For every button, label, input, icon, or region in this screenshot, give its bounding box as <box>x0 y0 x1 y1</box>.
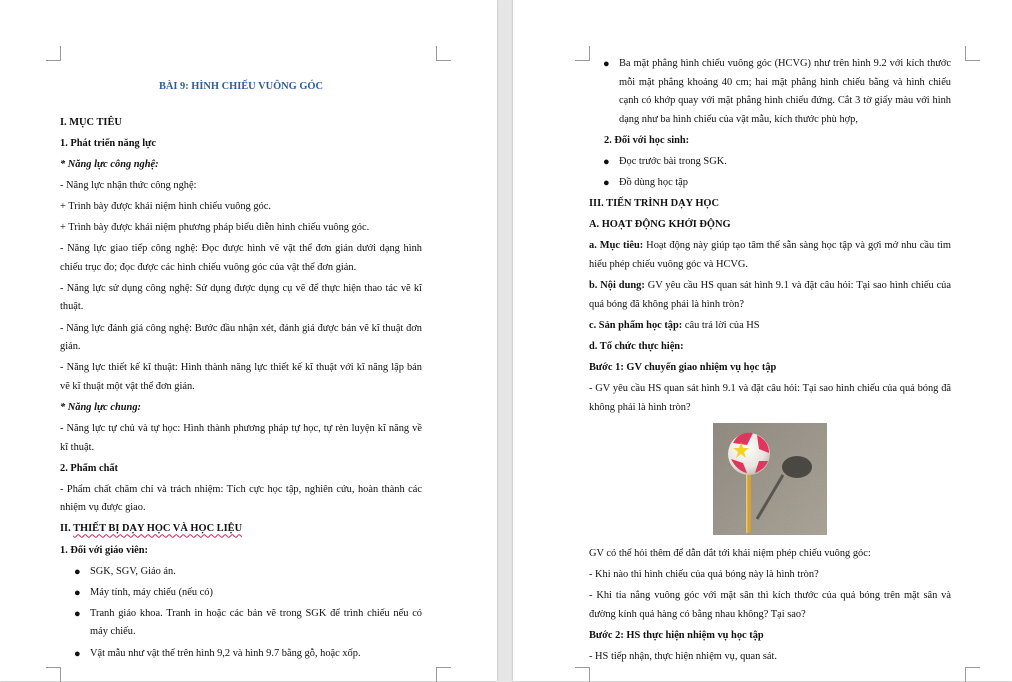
page-right-content[interactable] <box>589 55 951 669</box>
general-competence-label: * Năng lực chung: <box>60 401 141 413</box>
paragraph: - Năng lực thiết kế kĩ thuật: Hình thành năng lực thiết kế kĩ thuật với kĩ năng lập bản vẽ kĩ thuật một vật thể đơn giản. <box>60 362 422 392</box>
paragraph: + Trình bày được khái niệm phương pháp biểu diễn hình chiếu vuông góc. <box>60 222 370 234</box>
section-heading: I. MỤC TIÊU <box>60 116 122 128</box>
section-heading <box>60 520 422 539</box>
bullet-icon: ● <box>74 647 81 660</box>
section-number: II. <box>60 523 74 535</box>
paragraph: - Năng lực nhận thức công nghệ: <box>60 179 197 191</box>
bullet-icon: ● <box>603 58 610 70</box>
paragraph: GV có thể hỏi thêm để dẫn dắt tới khái niệm phép chiếu vuông góc: <box>589 548 871 560</box>
paragraph: - Khi nào thì hình chiếu của quả bóng này là hình tròn? <box>589 569 819 581</box>
list-item: ● Vật mẫu như vật thể trên hình 9,2 và hình 9.7 bằng gỗ, hoặc xốp. <box>60 645 422 664</box>
paragraph: - Năng lực giao tiếp công nghệ: Đọc được hình vẽ vật thể đơn giản dưới dạng hình chiếu trục đo; đọc được các hình chiếu vuông góc của vật thể đơn giản. <box>60 243 422 273</box>
list-item: ● Đồ dùng học tập <box>589 174 951 193</box>
subsection-heading: 1. Đối với giáo viên: <box>60 544 149 556</box>
goal-paragraph: a. Mục tiêu: Hoạt động này giúp tạo tâm thế sẵn sàng học tập và gợi mở nhu cầu tìm hiểu phép chiếu vuông góc và HCVG. <box>589 240 951 270</box>
content-paragraph: b. Nội dung: GV yêu cầu HS quan sát hình 9.1 và đặt câu hỏi: Tại sao hình chiếu của quả bóng đã không phải là hình tròn? <box>589 280 951 310</box>
crop-mark <box>575 667 590 682</box>
product-paragraph: c. Sản phẩm học tập: câu trả lời của HS <box>589 319 760 331</box>
paragraph: - Khi tia nắng vuông góc với mặt sân thì kích thước của quả bóng trên mặt sân và đường kính quả hàng có bằng nhau không? Tại sao? <box>589 590 951 620</box>
spellcheck-underlined-heading: THIẾT BỊ DẠY HỌC VÀ HỌC LIỆU <box>73 523 243 535</box>
crop-mark <box>436 667 451 682</box>
document-page-left <box>0 0 497 681</box>
list-item: ● SGK, SGV, Giáo án. <box>60 563 422 582</box>
list-item: ● Tranh giáo khoa. Tranh in hoặc các bản vẽ trong SGK để trình chiếu nếu có máy chiếu. <box>60 605 422 642</box>
crop-mark <box>46 46 61 61</box>
lesson-title: BÀI 9: HÌNH CHIẾU VUÔNG GÓC <box>158 81 324 92</box>
section-heading: III. TIẾN TRÌNH DẠY HỌC <box>589 198 720 210</box>
ball-on-stick-photo <box>713 423 827 535</box>
paragraph: - HS tiếp nhận, thực hiện nhiệm vụ, quan sát. <box>589 651 778 663</box>
tech-competence-label: * Năng lực công nghệ: <box>60 158 159 170</box>
bullet-icon: ● <box>603 155 610 168</box>
subsection-heading: 2. Đối với học sinh: <box>604 134 690 146</box>
organization-heading: d. Tổ chức thực hiện: <box>589 340 684 352</box>
step-heading: Bước 2: HS thực hiện nhiệm vụ học tập <box>589 630 764 642</box>
page-left-content[interactable] <box>60 78 422 666</box>
paragraph: - GV yêu cầu HS quan sát hình 9.1 và đặt câu hỏi: Tại sao hình chiếu của quả bóng đã không phải là hình tròn? <box>589 383 951 413</box>
subsection-heading: 1. Phát triển năng lực <box>60 137 156 149</box>
list-item: ● Đọc trước bài trong SGK. <box>589 153 951 172</box>
bullet-icon: ● <box>603 177 610 190</box>
bullet-icon: ● <box>74 607 81 620</box>
activity-heading: A. HOẠT ĐỘNG KHỞI ĐỘNG <box>589 219 731 231</box>
list-item: ● Ba mặt phẳng hình chiếu vuông góc (HCVG) như trên hình 9.2 với kích thước mỗi mặt phẳng khoảng 40 cm; hai mặt phẳng hình chiếu bằng và hình chiếu cạnh có khớp quay với mặt phẳng hình chiếu đứng. Cắt 3 tờ giấy màu với hình dạng như ba hình chiếu của vật mẫu, kích thước phù hợp, <box>589 55 951 129</box>
ball-shadow <box>782 456 812 478</box>
crop-mark <box>965 667 980 682</box>
paragraph: - Năng lực sử dụng công nghệ: Sử dụng được dụng cụ vẽ để thực hiện thao tác vẽ kĩ thuật. <box>60 282 422 313</box>
paragraph: - Năng lực tự chủ và tự học: Hình thành phương pháp tự học, tự rèn luyện kĩ năng về kĩ thuật. <box>60 423 422 453</box>
crop-mark <box>575 46 590 61</box>
bullet-icon: ● <box>74 565 81 578</box>
teacher-materials-list <box>60 563 422 663</box>
paragraph: + Trình bày được khái niệm hình chiếu vuông góc. <box>60 200 271 212</box>
crop-mark <box>46 667 61 682</box>
list-item: ● Máy tính, máy chiếu (nếu có) <box>60 584 422 603</box>
student-materials-list <box>589 153 951 193</box>
document-page-right <box>513 0 1012 681</box>
bullet-icon: ● <box>74 586 81 599</box>
teacher-materials-continued <box>589 55 951 129</box>
subsection-heading: 2. Phẩm chất <box>60 462 119 474</box>
paragraph: - Năng lực đánh giá công nghệ: Bước đầu nhận xét, đánh giá được bản vẽ kĩ thuật đơn giản. <box>60 322 422 353</box>
step-heading: Bước 1: GV chuyển giao nhiệm vụ học tập <box>589 361 777 373</box>
crop-mark <box>965 46 980 61</box>
crop-mark <box>436 46 451 61</box>
figure-9-1 <box>589 423 951 535</box>
paragraph: - Phẩm chất chăm chỉ và trách nhiệm: Tích cực học tập, nghiên cứu, hoàn thành các nhiệm vụ được giao. <box>60 483 422 514</box>
